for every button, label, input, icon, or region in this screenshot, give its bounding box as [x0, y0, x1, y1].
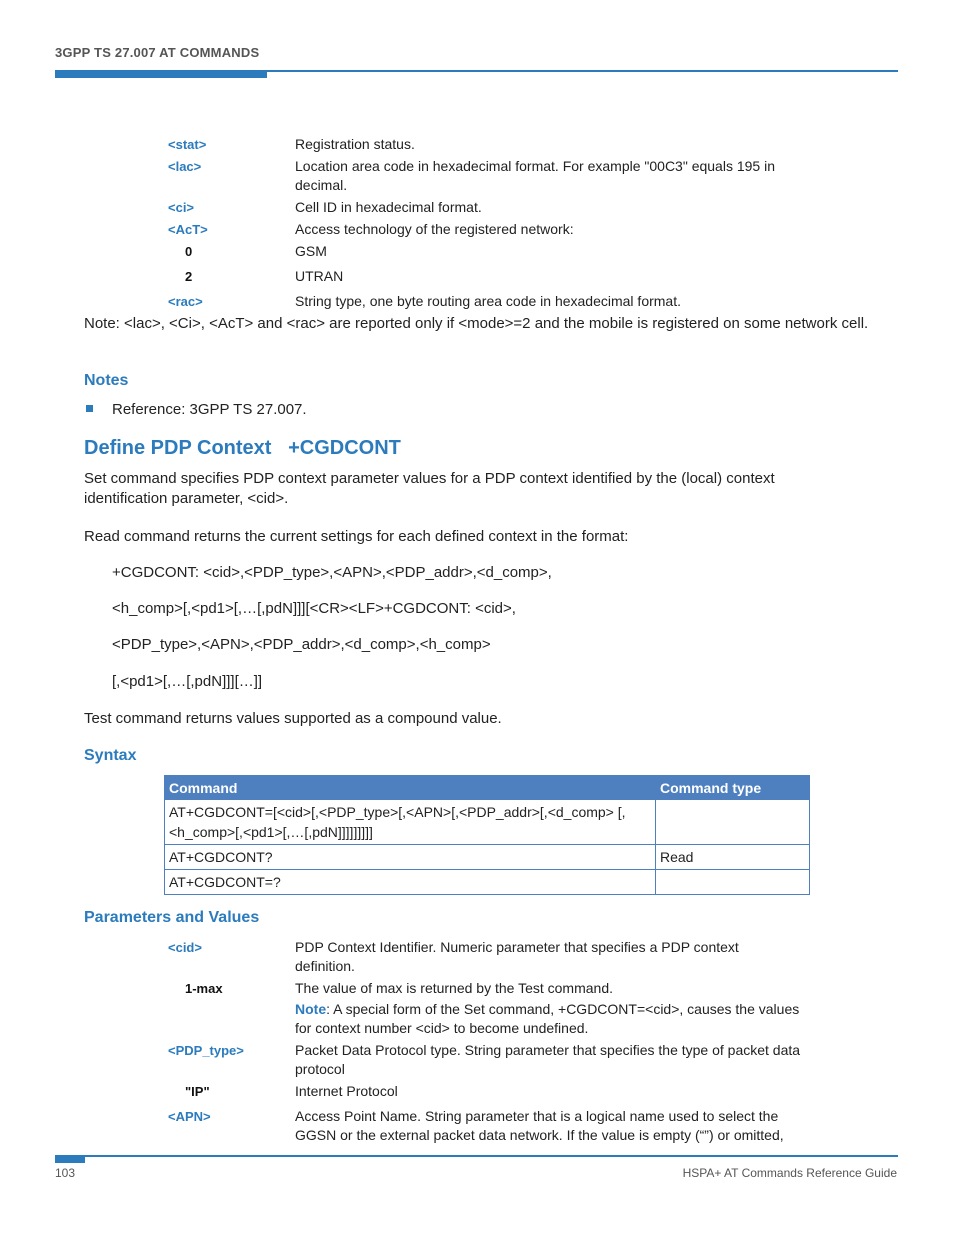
test-command-desc: Test command returns values supported as a compound value.	[84, 710, 502, 727]
param-desc-stat: Registration status.	[295, 136, 415, 152]
section-title: Define PDP Context +CGDCONT	[84, 437, 401, 459]
param-name-stat: <stat>	[168, 137, 207, 152]
set-command-desc: Set command specifies PDP context parameter values for a PDP context identified by the (local) context identification parameter, <cid>.	[84, 470, 775, 507]
footer-guide-title: HSPA+ AT Commands Reference Guide	[682, 1166, 897, 1180]
registration-note: Note: <lac>, <Ci>, <AcT> and <rac> are reported only if <mode>=2 and the mobile is registered on some network cell.	[84, 315, 869, 332]
command-cell: AT+CGDCONT=[<cid>[,<PDP_type>[,<APN>[,<PDP_addr>[,<d_comp> [,<h_comp>[,<pd1>[,…[,pdN]]]]]]]]]	[165, 800, 656, 845]
header-accent-bar	[55, 70, 267, 78]
act-value-2-desc: UTRAN	[295, 268, 344, 284]
parameters-heading: Parameters and Values	[84, 909, 260, 926]
col-header-command: Command	[165, 776, 656, 800]
read-command-desc: Read command returns the current settings for each defined context in the format:	[84, 528, 629, 545]
param-name-pdp-type: <PDP_type>	[168, 1043, 244, 1058]
param-desc-cid: PDP Context Identifier. Numeric parameter that specifies a PDP context definition.	[295, 939, 739, 974]
param-desc-act: Access technology of the registered network:	[295, 221, 574, 237]
table-row	[165, 870, 810, 895]
note-text: : A special form of the Set command, +CGDCONT=<cid>, causes the values for context number <cid> to become undefined.	[295, 1001, 800, 1036]
act-value-0-desc: GSM	[295, 243, 327, 259]
command-cell: AT+CGDCONT=?	[165, 870, 656, 895]
format-line-3: <PDP_type>,<APN>,<PDP_addr>,<d_comp>,<h_comp>	[112, 636, 491, 653]
ip-value: "IP"	[185, 1084, 210, 1099]
table-row	[165, 800, 810, 845]
param-name-cid: <cid>	[168, 940, 202, 955]
col-header-command-type: Command type	[656, 776, 810, 800]
command-type-cell: Read	[656, 845, 810, 870]
param-desc-ci: Cell ID in hexadecimal format.	[295, 199, 482, 215]
param-desc-pdp-type: Packet Data Protocol type. String parameter that specifies the type of packet data protocol	[295, 1042, 801, 1077]
param-name-rac: <rac>	[168, 294, 203, 309]
param-name-act: <AcT>	[168, 222, 208, 237]
command-type-cell	[656, 800, 810, 845]
syntax-table	[164, 775, 810, 895]
param-desc-lac: Location area code in hexadecimal format. For example "00C3" equals 195 in decimal.	[295, 158, 775, 193]
cid-value-desc: The value of max is returned by the Test command.	[295, 980, 614, 996]
footer-accent-bar	[55, 1155, 85, 1163]
footer-rule	[55, 1155, 898, 1157]
cid-value-range: 1-max	[185, 981, 223, 996]
syntax-heading: Syntax	[84, 747, 137, 764]
page-number: 103	[55, 1166, 76, 1180]
format-line-1: +CGDCONT: <cid>,<PDP_type>,<APN>,<PDP_addr>,<d_comp>,	[112, 564, 552, 581]
format-line-2: <h_comp>[,<pd1>[,…[,pdN]]][<CR><LF>+CGDCONT: <cid>,	[112, 600, 516, 617]
command-cell: AT+CGDCONT?	[165, 845, 656, 870]
cid-note	[295, 1000, 805, 1038]
table-row	[165, 845, 810, 870]
param-desc-rac: String type, one byte routing area code in hexadecimal format.	[295, 293, 681, 309]
command-type-cell	[656, 870, 810, 895]
note-label: Note	[295, 1001, 327, 1017]
bullet-icon	[86, 405, 93, 412]
ip-value-desc: Internet Protocol	[295, 1083, 398, 1099]
notes-heading: Notes	[84, 372, 129, 389]
notes-reference: Reference: 3GPP TS 27.007.	[112, 401, 307, 418]
param-name-ci: <ci>	[168, 200, 195, 215]
param-name-apn: <APN>	[168, 1109, 211, 1124]
act-value-2: 2	[185, 269, 193, 284]
running-header: 3GPP TS 27.007 AT COMMANDS	[55, 45, 260, 60]
param-desc-apn: Access Point Name. String parameter that is a logical name used to select the GGSN or the external packet data network. If the value is empty (“”) or omitted,	[295, 1108, 784, 1143]
act-value-0: 0	[185, 244, 193, 259]
format-line-4: [,<pd1>[,…[,pdN]]][…]]	[112, 673, 263, 690]
param-name-lac: <lac>	[168, 159, 202, 174]
